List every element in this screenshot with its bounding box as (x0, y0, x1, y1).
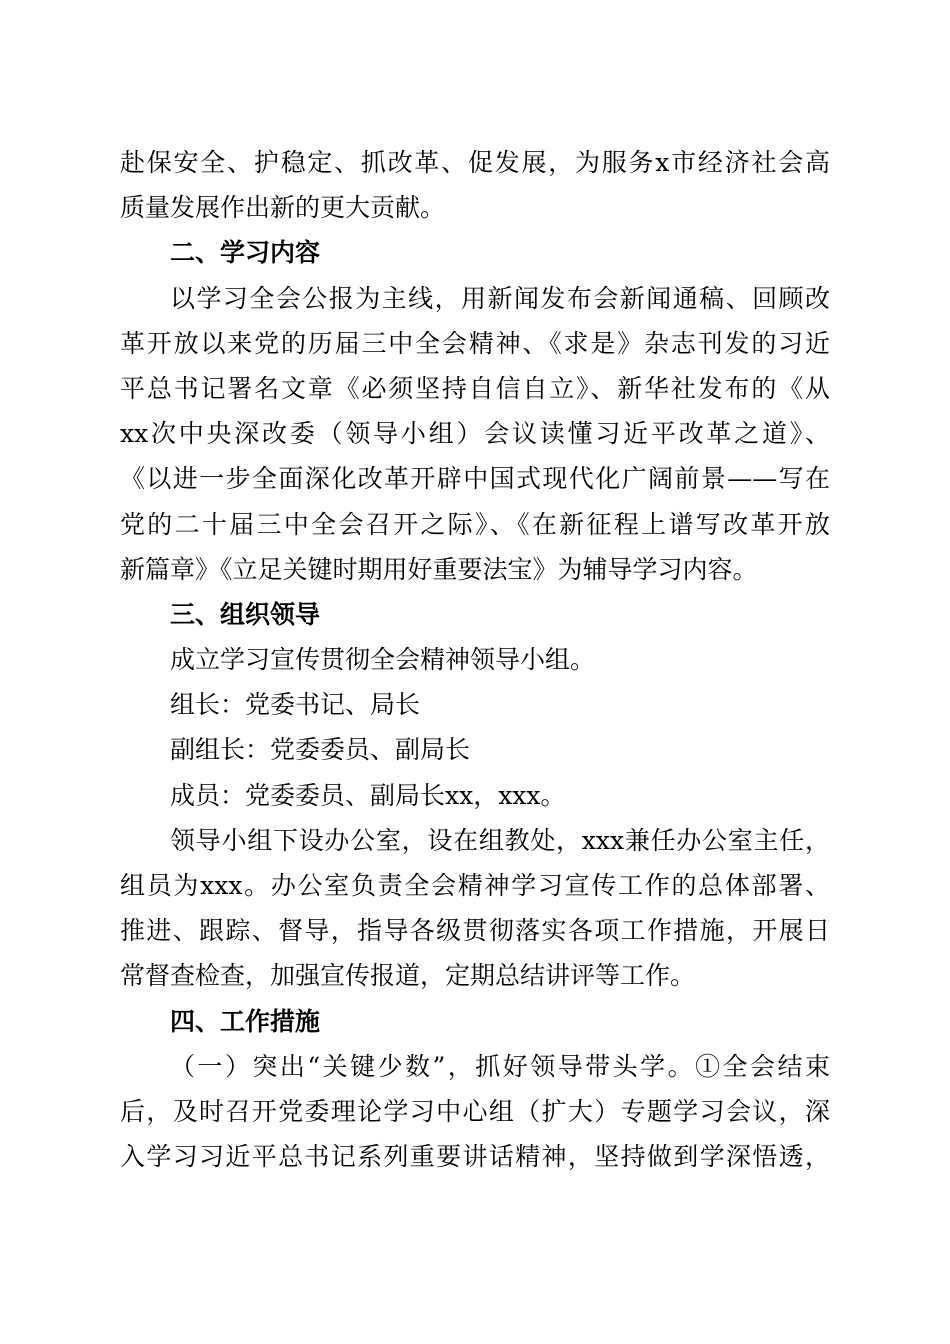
section3-p5-line-3: 推进、跟踪、督导，指导各级贯彻落实各项工作措施，开展日 (120, 916, 830, 946)
section3-paragraph-1: 成立学习宣传贯彻全会精神领导小组。 (170, 645, 596, 675)
document-page (120, 140, 830, 1179)
section3-paragraph-4: 成员：党委委员、副局长xx，xxx。 (170, 780, 566, 810)
section2-line-1: 以学习全会公报为主线，用新闻发布会新闻通稿、回顾改 (170, 283, 830, 313)
section4-line-1: （一）突出“关键少数”，抓好领导带头学。①全会结束 (170, 1051, 830, 1081)
intro-line-2: 质量发展作出新的更大贡献。 (120, 193, 446, 223)
section3-paragraph-3: 副组长：党委委员、副局长 (170, 735, 471, 765)
section2-line-2: 革开放以来党的历届三中全会精神、《求是》杂志刊发的习近 (120, 328, 830, 358)
section4-line-3: 入学习习近平总书记系列重要讲话精神，坚持做到学深悟透， (120, 1142, 830, 1172)
section3-p5-line-1: 领导小组下设办公室，设在组教处，xxx兼任办公室主任， (170, 825, 830, 855)
intro-line-1: 赴保安全、护稳定、抓改革、促发展，为服务x市经济社会高 (120, 148, 830, 177)
section2-line-7: 新篇章》《立足关键时期用好重要法宝》为辅导学习内容。 (120, 554, 758, 584)
section2-line-3: 平总书记署名文章《必须坚持自信自立》、新华社发布的《从 (120, 373, 830, 403)
section3-p5-line-4: 常督查检查，加强宣传报道，定期总结讲评等工作。 (120, 961, 696, 991)
section-heading-organization: 三、组织领导 (170, 599, 321, 629)
section-heading-measures: 四、工作措施 (170, 1006, 321, 1036)
section2-line-4: xx次中央深改委（领导小组）会议读懂习近平改革之道》、 (120, 419, 830, 449)
section2-line-6: 党的二十届三中全会召开之际》、《在新征程上谱写改革开放 (120, 509, 830, 539)
section3-p5-line-2: 组员为xxx。办公室负责全会精神学习宣传工作的总体部署、 (120, 871, 830, 900)
section2-line-5: 《以进一步全面深化改革开辟中国式现代化广阔前景——写在 (120, 464, 830, 494)
section3-paragraph-2: 组长：党委书记、局长 (170, 690, 421, 720)
section4-line-2: 后，及时召开党委理论学习中心组（扩大）专题学习会议，深 (120, 1096, 830, 1126)
section-heading-study-content: 二、学习内容 (170, 238, 321, 268)
